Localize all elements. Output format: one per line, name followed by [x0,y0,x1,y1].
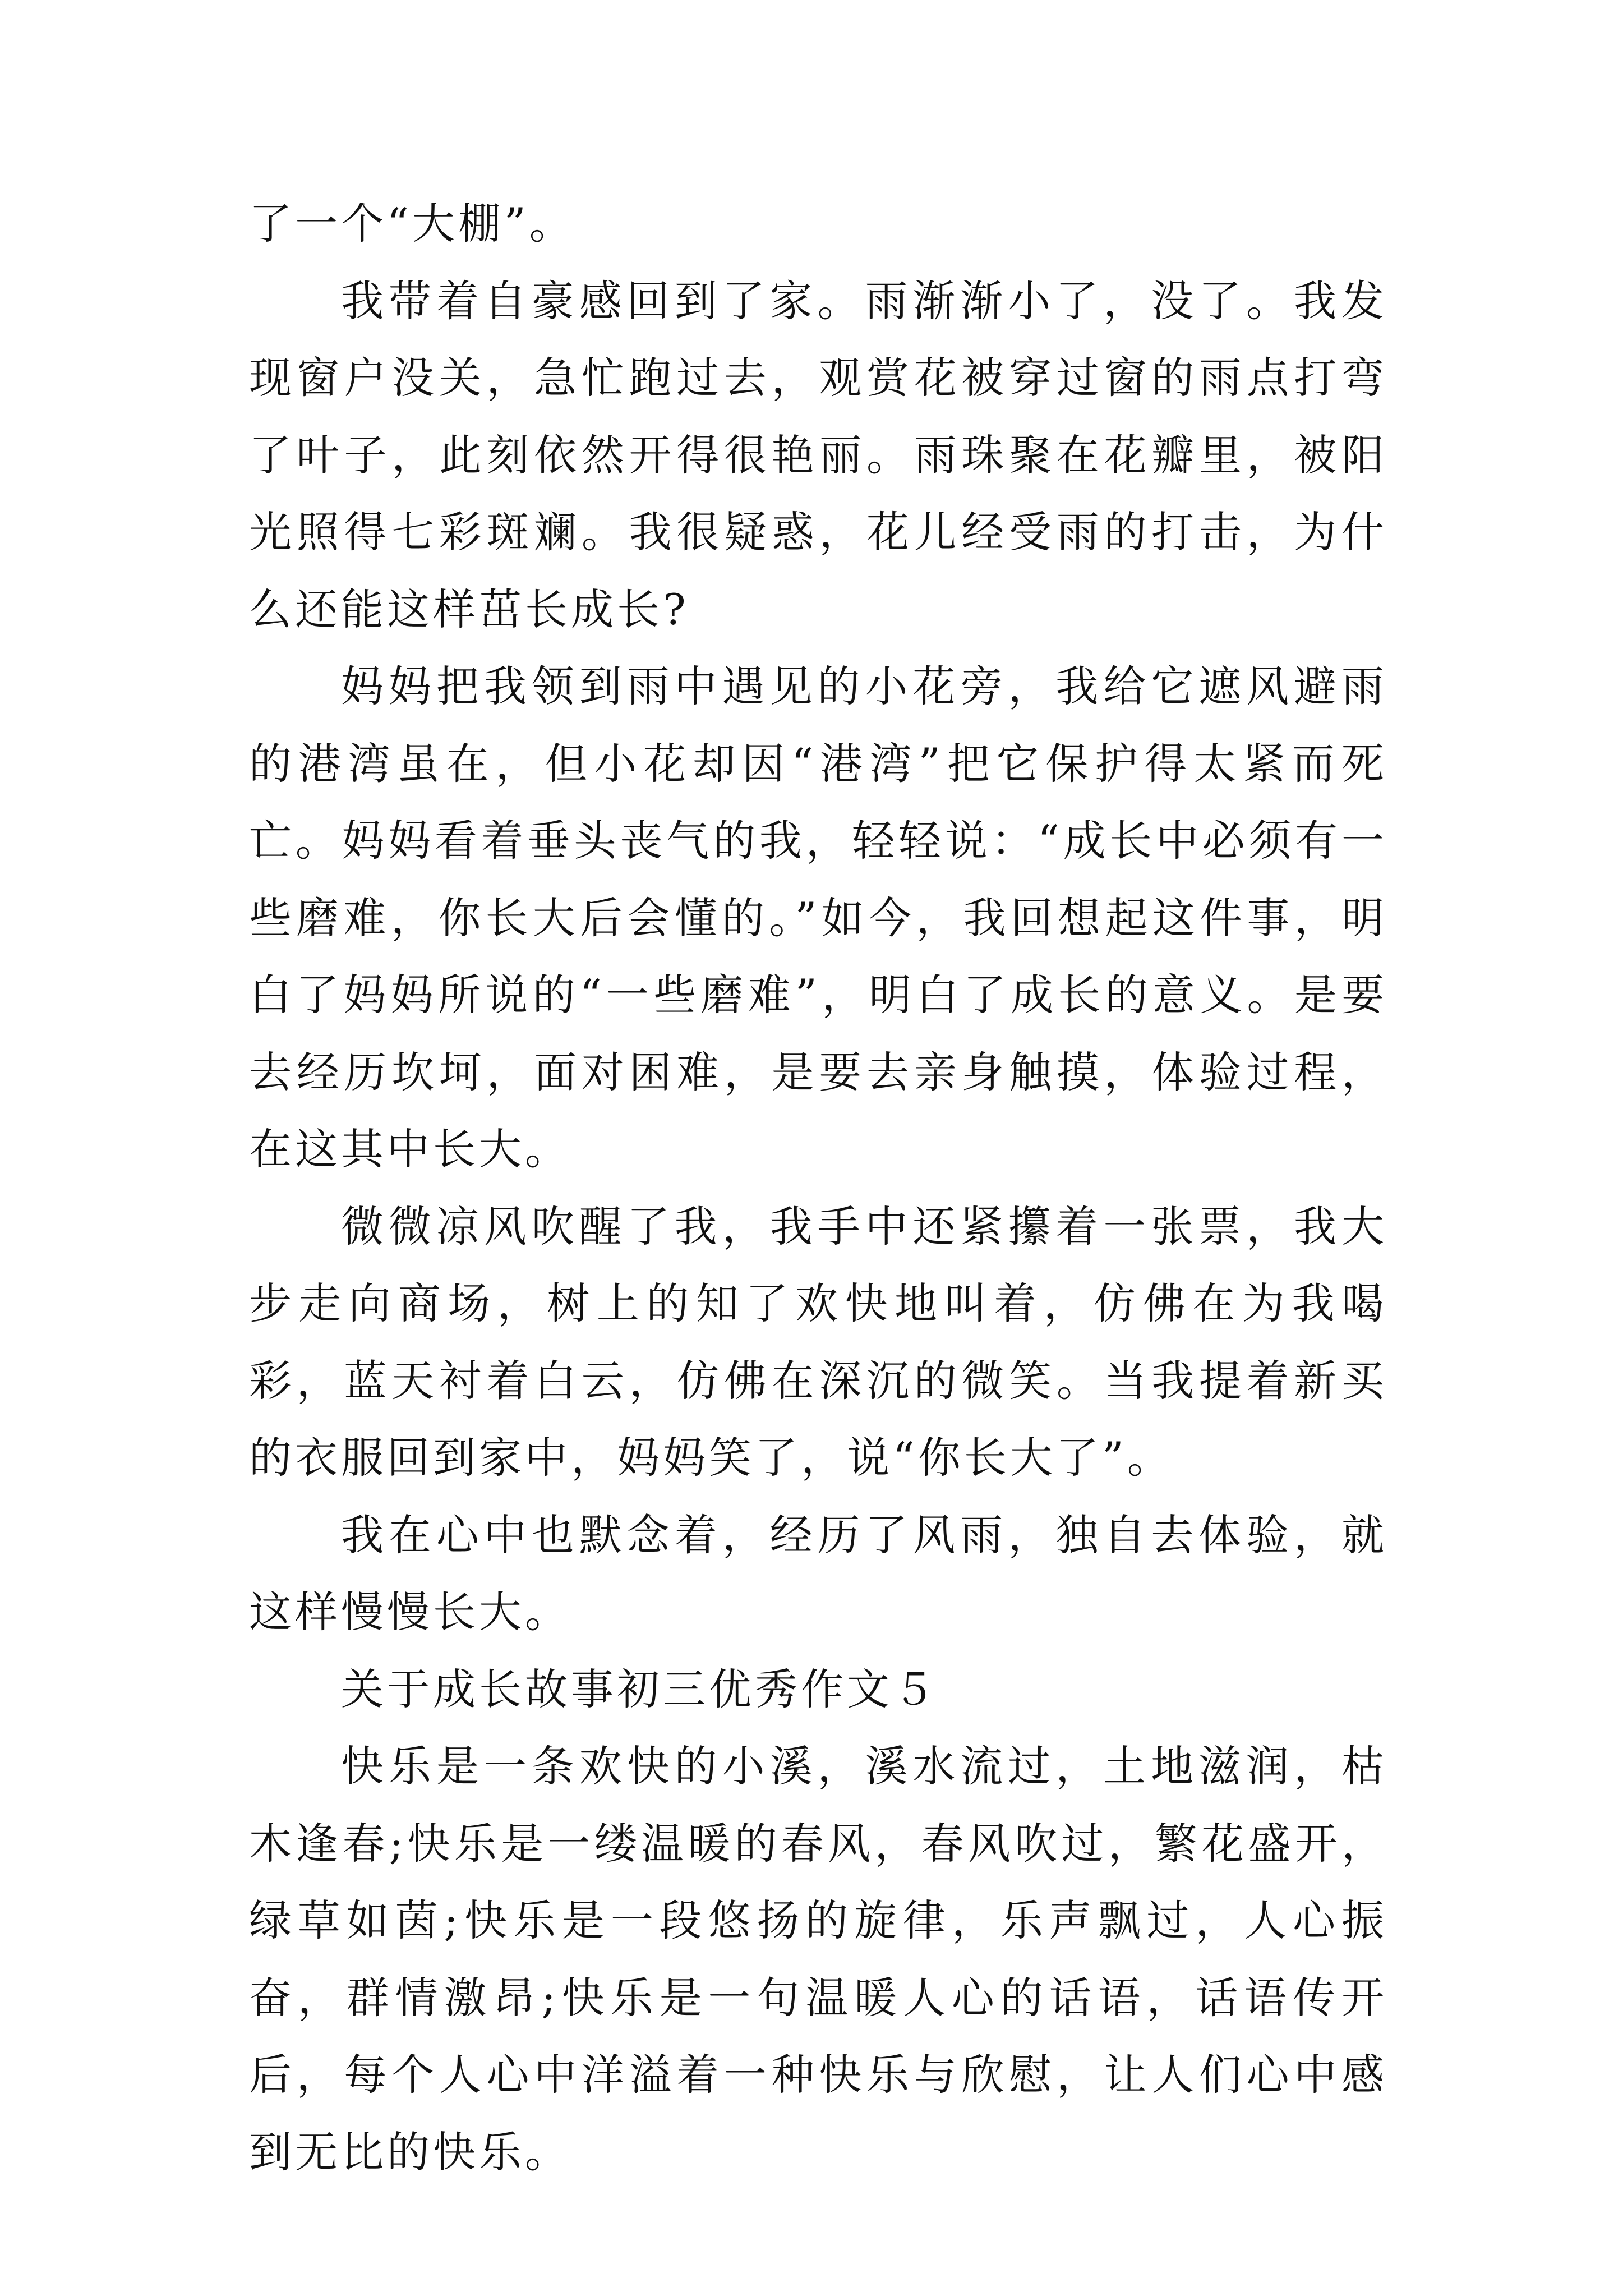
paragraph: 微微凉风吹醒了我，我手中还紧攥着一张票，我大步走向商场，树上的知了欢快地叫着，仿佛在为我喝彩，蓝天衬着白云，仿佛在深沉的微笑。当我提着新买的衣服回到家中，妈妈笑了，说“你长大了”。 [249,1201,1387,1483]
paragraph: 我在心中也默念着，经历了风雨，独自去体验，就这样慢慢长大。 [249,1510,1387,1637]
paragraph: 快乐是一条欢快的小溪，溪水流过，土地滋润，枯木逢春;快乐是一缕温暖的春风，春风吹过，繁花盛开，绿草如茵;快乐是一段悠扬的旋律，乐声飘过，人心振奋，群情激昂;快乐是一句温暖人心的话语，话语传开后，每个人心中洋溢着一种快乐与欣慰，让人们心中感到无比的快乐。 [249,1741,1387,2177]
paragraph: 我带着自豪感回到了家。雨渐渐小了，没了。我发现窗户没关，急忙跑过去，观赏花被穿过窗的雨点打弯了叶子，此刻依然开得很艳丽。雨珠聚在花瓣里，被阳光照得七彩斑斓。我很疑惑，花儿经受雨的打击，为什么还能这样茁长成长? [249,275,1387,634]
paragraph: 妈妈把我领到雨中遇见的小花旁，我给它遮风避雨的港湾虽在，但小花却因“港湾”把它保护得太紧而死亡。妈妈看着垂头丧气的我，轻轻说：“成长中必须有一些磨难，你长大后会懂的。”如今，我回想起这件事，明白了妈妈所说的“一些磨难”，明白了成长的意义。是要去经历坎坷，面对困难，是要去亲身触摸，体验过程，在这其中长大。 [249,661,1387,1174]
section-heading: 关于成长故事初三优秀作文５ [341,1664,939,1714]
paragraph-continuation: 了一个“大棚”。 [249,199,575,249]
document-body [249,185,1387,2191]
